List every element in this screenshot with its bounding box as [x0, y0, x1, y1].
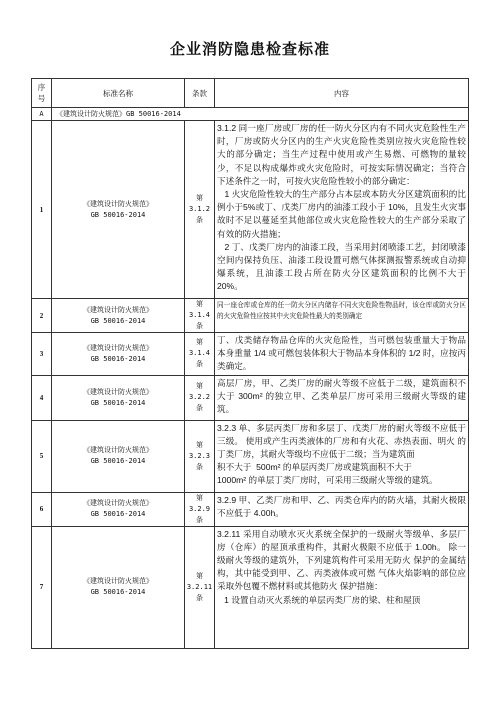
- row-seq: 7: [32, 526, 52, 648]
- row-article: 第 3.2.3 条: [185, 420, 215, 492]
- row-standard-name: 《建筑设计防火规范》 GB 50016-2014: [52, 526, 185, 648]
- row-content: 3.2.3 单、多层丙类厂房和多层丁、戊类厂房的耐火等级不应低于三级。 使用或产生丙类液体的厂房和有火花、赤热表面、明火 的丁类厂房，其耐火等级均不应低于二级；当为建筑面 积不大于 500m² 的单层丙类厂房或建筑面积不大于 1000m² 的单层丁类厂房时，可采用三级耐火等级的建筑。: [215, 420, 469, 492]
- header-seq: 序 号: [32, 79, 52, 108]
- row-seq: 1: [32, 121, 52, 299]
- row-article: 第 3.1.2 条: [185, 121, 215, 299]
- row-article: 第 3.1.4 条: [185, 333, 215, 376]
- table-row: [32, 299, 469, 333]
- table-row: [32, 375, 469, 420]
- row-seq: 2: [32, 299, 52, 333]
- row-seq: 4: [32, 375, 52, 420]
- row-standard-name: 《建筑设计防火规范》 GB 50016-2014: [52, 492, 185, 526]
- row-article: 第 3.2.9 条: [185, 492, 215, 526]
- row-content: 3.1.2 同一座厂房或厂房的任一防火分区内有不同火灾危险性生产时，厂房或防火分区内的生产火灾危险性类别应按火灾危险性较大的部分确定；当生产过程中使用或产生易燃、可燃物的量较少，不足以构成爆炸或火灾危险时，可按实际情况确定；当符合下述条件之一时，可按火灾危险性较小的部分确定： 1 火灾危险性较大的生产部分占本层或本防火分区建筑面积的比例小于5%或丁、戊类厂房内的油漆工段小于 10%，且发生火灾事故时不足以蔓延至其他部位或火灾危险性较大的生产部分采取了有效的防火措施； 2 丁、戊类厂房内的油漆工段，当采用封闭喷漆工艺，封闭喷漆空间内保持负压、油漆工段设置可燃气体探测报警系统或自动抑爆系统，且油漆工段占所在防火分区建筑面积的比例不大于 20%。: [215, 121, 469, 299]
- section-standard: 《建筑设计防火规范》GB 50016-2014: [52, 108, 469, 121]
- row-content: 高层厂房，甲、乙类厂房的耐火等级不应低于二级，建筑面积不大于 300m² 的独立甲、乙类单层厂房可采用三级耐火等级的建筑。: [215, 375, 469, 420]
- section-label: A: [32, 108, 52, 121]
- row-article: 第 3.2.2 条: [185, 375, 215, 420]
- row-content: 同一座仓库或仓库的任一防火分区内储存不同火灾危险性物品时，该仓库或防火分区的火灾危险性应按其中火灾危险性最大的类别确定: [215, 299, 469, 333]
- section-row: [32, 108, 469, 121]
- inspection-standards-table: [31, 78, 469, 649]
- row-content: 丁、戊类储存物品仓库的火灾危险性，当可燃包装重量大于物品本身重量 1/4 或可燃包装体积大于物品本身体积的 1/2 时，应按丙类确定。: [215, 333, 469, 376]
- row-content: 3.2.11 采用自动喷水灭火系统全保护的一级耐火等级单、多层厂房（仓库）的屋顶承重构件，其耐火极限不应低于 1.00h。 除一级耐火等级的建筑外，下列建筑构件可采用无防火 保护的金属结构，其中能受到甲、乙、丙类液体或可燃 气体火焰影响的部位应采取外包覆不燃材料或其他防火 保护措施： 1 设置自动灭火系统的单层丙类厂房的梁、柱和屋顶: [215, 526, 469, 648]
- row-standard-name: 《建筑设计防火规范》 GB 50016-2014: [52, 333, 185, 376]
- row-seq: 3: [32, 333, 52, 376]
- row-content: 3.2.9 甲、乙类厂房和甲、乙、丙类仓库内的防火墙，其耐火极限不应低于 4.00h。: [215, 492, 469, 526]
- row-article: 第 3.2.11 条: [185, 526, 215, 648]
- row-standard-name: 《建筑设计防火规范》 GB 50016-2014: [52, 121, 185, 299]
- table-header-row: [32, 79, 469, 108]
- table-row: [32, 420, 469, 492]
- row-standard-name: 《建筑设计防火规范》 GB 50016-2014: [52, 299, 185, 333]
- table-row: [32, 121, 469, 299]
- row-seq: 6: [32, 492, 52, 526]
- row-standard-name: 《建筑设计防火规范》 GB 50016-2014: [52, 420, 185, 492]
- header-name: 标准名称: [52, 79, 185, 108]
- page-title: 企业消防隐患检查标准: [169, 40, 330, 58]
- table-row: [32, 526, 469, 648]
- header-content: 内容: [215, 79, 469, 108]
- table-row: [32, 492, 469, 526]
- row-article: 第 3.1.4 条: [185, 299, 215, 333]
- table-row: [32, 333, 469, 376]
- row-seq: 5: [32, 420, 52, 492]
- row-standard-name: 《建筑设计防火规范》 GB 50016-2014: [52, 375, 185, 420]
- header-article: 条款: [185, 79, 215, 108]
